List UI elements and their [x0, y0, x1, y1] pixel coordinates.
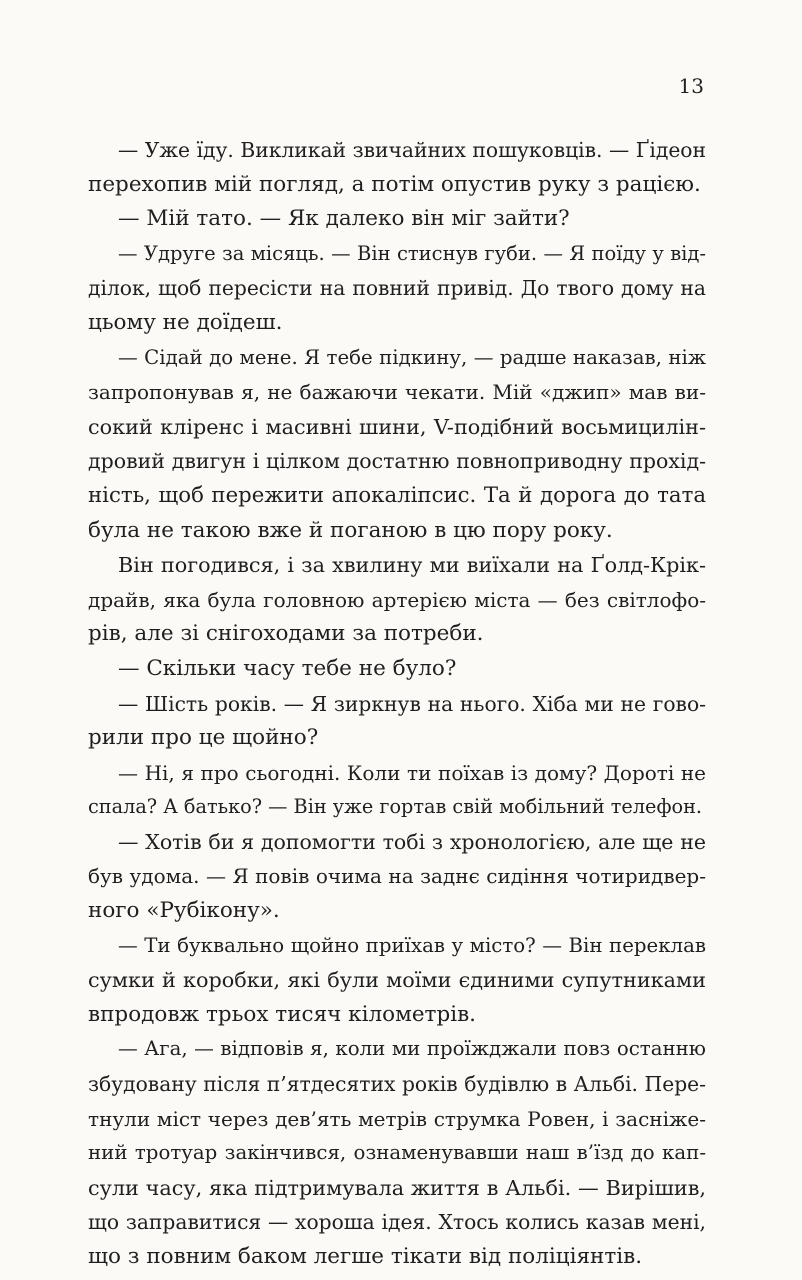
- text-line: сумки й коробки, які були моїми єдиними супутниками: [88, 968, 706, 993]
- text-line: сули часу, яка підтримувала життя в Альбі. — Вирішив,: [88, 1175, 706, 1200]
- text-line: тнули міст через дев’ять метрів струмка Ровен, і засніже-: [88, 1106, 706, 1131]
- text-line: — Сідай до мене. Я тебе підкину, — радше наказав, ніж: [118, 345, 706, 369]
- text-line: — Ти буквально щойно приїхав у місто? — Він переклав: [118, 933, 706, 957]
- text-line: ного «Рубікону».: [88, 898, 280, 924]
- text-line: ділок, щоб пересісти на повний привід. До твого дому на: [88, 276, 706, 301]
- text-line: — Шість років. — Я зиркнув на нього. Хіба ми не гово-: [118, 691, 706, 716]
- text-line: — Ага, — відповів я, коли ми проїжджали повз останню: [118, 1037, 706, 1061]
- text-line: що заправитися — хороша ідея. Хтось колись казав мені,: [88, 1210, 706, 1235]
- body-text: [88, 133, 706, 1275]
- text-line: що з повним баком легше тікати від поліціянтів.: [88, 1244, 643, 1269]
- text-line: — Ні, я про сьогодні. Коли ти поїхав із дому? Дороті не: [118, 760, 706, 785]
- page-number: 13: [678, 74, 704, 98]
- text-line: був удома. — Я повів очима на заднє сидіння чотиридвер-: [88, 864, 706, 889]
- text-line: спала? А батько? — Він уже гортав свій мобільний телефон.: [88, 795, 703, 819]
- text-line: збудовану після п’ятдесятих років будівлю в Альбі. Пере-: [88, 1072, 706, 1097]
- text-line: — Скільки часу тебе не було?: [118, 655, 457, 681]
- text-line: була не такою вже й поганою в цю пору року.: [88, 517, 613, 543]
- text-line: ний тротуар закінчився, ознаменувавши наш в’їзд до кап-: [88, 1141, 706, 1165]
- text-line: впродовж трьох тисяч кілометрів.: [88, 1001, 477, 1027]
- text-line: ність, щоб пережити апокаліпсис. Та й дорога до тата: [88, 482, 706, 508]
- text-line: драйв, яка була головною артерією міста — без світлофо-: [88, 587, 706, 612]
- text-line: — Мій тато. — Як далеко він міг зайти?: [118, 206, 570, 232]
- text-line: — Хотів би я допомогти тобі з хронологією, але ще не: [118, 829, 706, 854]
- text-line: цьому не доїдеш.: [88, 309, 283, 335]
- text-line: рів, але зі снігоходами за потреби.: [88, 621, 484, 647]
- text-line: рили про це щойно?: [88, 725, 319, 751]
- text-line: дровий двигун і цілком достатню повноприводну прохід-: [88, 449, 706, 474]
- text-line: запропонував я, не бажаючи чекати. Мій «джип» мав ви-: [88, 380, 706, 405]
- text-line: Він погодився, і за хвилину ми виїхали на Ґолд-Крік-: [118, 553, 706, 578]
- text-line: перехопив мій погляд, а потім опустив руку з рацією.: [88, 171, 701, 197]
- text-line: — Уже їду. Викликай звичайних пошуковців. — Ґідеон: [118, 138, 706, 162]
- text-line: сокий кліренс і масивні шини, V-подібний восьмицилін-: [88, 414, 706, 439]
- text-line: — Удруге за місяць. — Він стиснув губи. — Я поїду у від-: [118, 241, 706, 265]
